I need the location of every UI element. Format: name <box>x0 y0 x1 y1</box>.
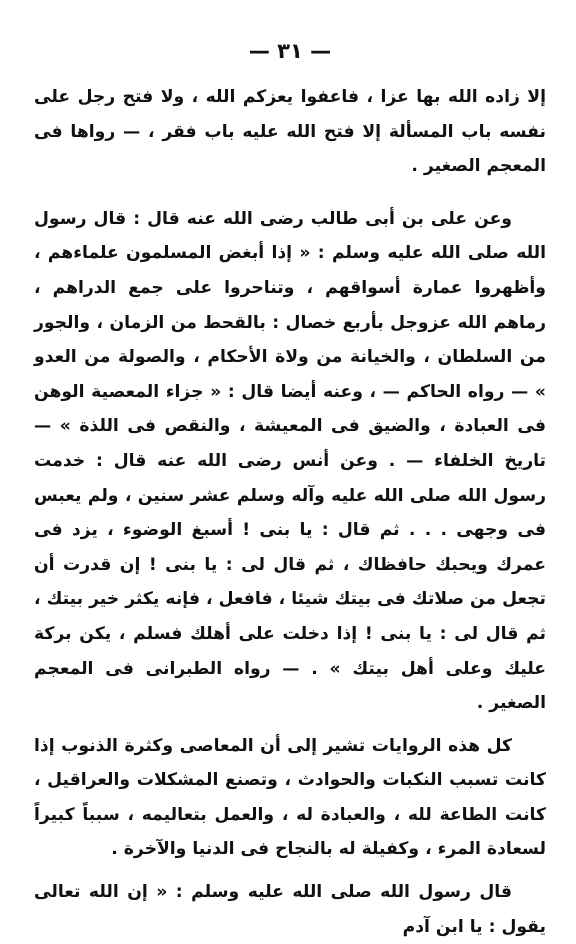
paragraph-spacer <box>34 721 546 729</box>
paragraph-3: كل هذه الروايات تشير إلى أن المعاصى وكثرة الذنوب إذا كانت تسبب النكبات والحوادث ، وتصنع المشكلات والعراقيل ، كانت الطاعة لله ، والعبادة له ، والعمل بتعاليمه ، سبباً كبيراً لسعادة المرء ، وكفيلة له بالنجاح فى الدنيا والآخرة . <box>34 735 546 860</box>
paragraph-spacer <box>34 184 546 202</box>
page-number: — ٣١ — <box>248 39 332 63</box>
paragraph-2: وعن على بن أبى طالب رضى الله عنه قال : قال رسول الله صلى الله عليه وسلم : « إذا أبغض المسلمون علماءهم ، وأظهروا عمارة أسواقهم ، وتناحروا على جمع الدراهم ، رماهم الله عزوجل بأربع خصال : بالقحط من الزمان ، والجور من السلطان ، والخيانة من ولاة الأحكام ، والصولة من العدو » — رواه الحاكم — ، وعنه أيضا قال : « جزاء المعصية الوهن فى العبادة ، والضيق فى المعيشة ، والنقص فى اللذة » — تاريخ الخلفاء — . وعن أنس رضى الله عنه قال : خدمت رسول الله صلى الله عليه وآله وسلم عشر سنين ، ولم يعبس فى وجهى . . . ثم قال : يا بنى ! أسبغ الوضوء ، يزد فى عمرك ويحبك حافظاك ، ثم قال لى : يا بنى ! إن قدرت أن تجعل من صلاتك فى بيتك شيئا ، فافعل ، فإنه يكثر خير بيتك ، ثم قال لى : يا بنى ! إذا دخلت على أهلك فسلم ، يكن بركة عليك وعلى أهل بيتك » . — رواه الطبرانى فى المعجم الصغير . <box>34 208 546 714</box>
paragraph-1: إلا زاده الله بها عزا ، فاعفوا يعزكم الله ، ولا فتح رجل على نفسه باب المسألة إلا فتح الله عليه باب فقر ، — رواها فى المعجم الصغير . <box>34 87 546 177</box>
paragraph-spacer <box>34 867 546 875</box>
paragraph-4: قال رسول الله صلى الله عليه وسلم : « إن الله تعالى يقول : يا ابن آدم <box>34 882 546 937</box>
